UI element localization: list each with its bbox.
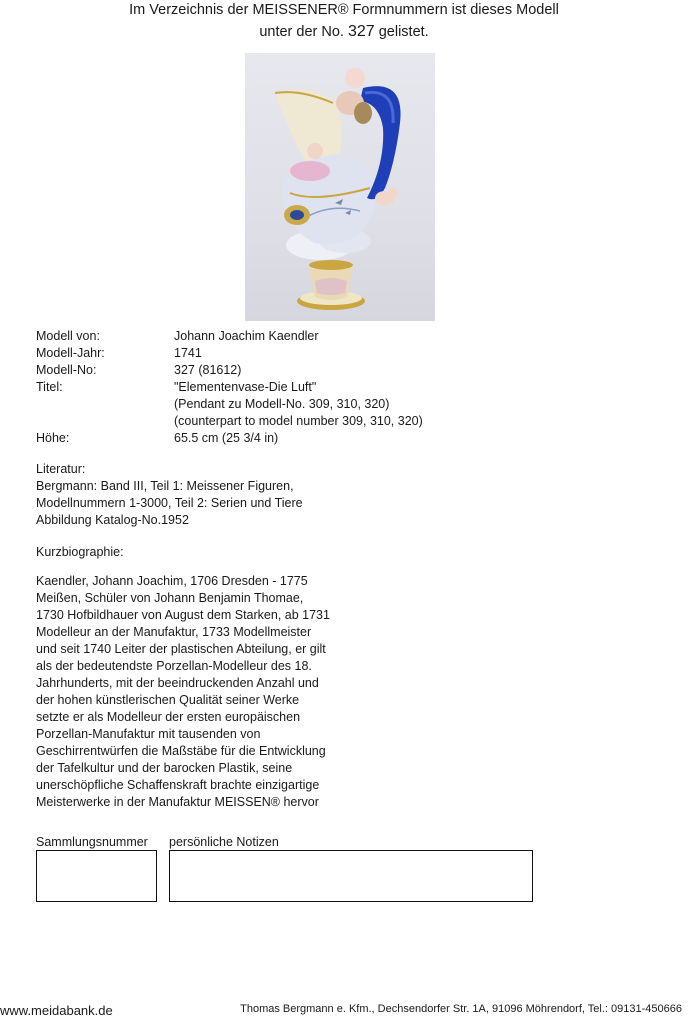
detail-row — [36, 345, 423, 362]
detail-row — [36, 379, 423, 396]
bio-line: Meisterwerke in der Manufaktur MEISSEN® hervor — [36, 795, 319, 809]
bio-line: Geschirrentwürfen die Maßstäbe für die Entwicklung — [36, 744, 326, 758]
detail-label: Titel: — [36, 380, 63, 394]
header-line-2-suffix: gelistet. — [374, 24, 429, 40]
website-link[interactable]: www.meidabank.de — [0, 1003, 113, 1018]
header — [0, 0, 688, 43]
detail-value: 327 (81612) — [174, 363, 242, 377]
detail-label: Modell-No: — [36, 363, 97, 377]
detail-label — [36, 413, 174, 430]
bio-line: unerschöpfliche Schaffenskraft brachte einzigartige — [36, 778, 320, 792]
model-details — [36, 328, 423, 447]
bio-line: Kaendler, Johann Joachim, 1706 Dresden - 1775 — [36, 574, 308, 588]
detail-value: 65.5 cm (25 3/4 in) — [174, 431, 279, 445]
bio-line: der Tafelkultur und der barocken Plastik, seine — [36, 761, 293, 775]
detail-value: (counterpart to model number 309, 310, 320) — [174, 414, 423, 428]
literatur-heading: Literatur: — [36, 462, 86, 476]
detail-value: "Elementenvase-Die Luft" — [174, 380, 317, 394]
notizen-label: persönliche Notizen — [169, 835, 279, 849]
detail-value: Johann Joachim Kaendler — [174, 329, 319, 343]
detail-label — [36, 396, 174, 413]
bio-line: setzte er als Modelleur der ersten europäischen — [36, 710, 301, 724]
bio-line: Porzellan-Manufaktur mit tausenden von — [36, 727, 261, 741]
notizen-field[interactable] — [169, 850, 533, 902]
detail-row — [36, 396, 423, 413]
product-photo — [245, 53, 435, 321]
literatur-line: Abbildung Katalog-No.1952 — [36, 513, 189, 527]
detail-row — [36, 328, 423, 345]
porcelain-vase-image — [245, 53, 435, 321]
header-line-2-prefix: unter der No. — [259, 24, 348, 40]
bio-line: und seit 1740 Leiter der plastischen Abteilung, er gilt — [36, 642, 326, 656]
detail-label: Modell-Jahr: — [36, 346, 105, 360]
sammlungsnummer-label: Sammlungsnummer — [36, 835, 148, 849]
detail-row — [36, 362, 423, 379]
bio-line: als der bedeutendste Porzellan-Modelleur des 18. — [36, 659, 312, 673]
sammlungsnummer-field[interactable] — [36, 850, 157, 902]
header-line-2 — [0, 21, 688, 43]
literatur-line: Bergmann: Band III, Teil 1: Meissener Figuren, — [36, 479, 294, 493]
model-number: 327 — [347, 23, 375, 40]
detail-value: (Pendant zu Modell-No. 309, 310, 320) — [174, 397, 390, 411]
header-line-1: Im Verzeichnis der MEISSENER® Formnummern ist dieses Modell — [129, 2, 559, 18]
literatur-line: Modellnummern 1-3000, Teil 2: Serien und Tiere — [36, 496, 303, 510]
kurzbiographie-text — [36, 573, 336, 811]
detail-label: Modell von: — [36, 329, 100, 343]
detail-row — [36, 413, 423, 430]
detail-label: Höhe: — [36, 431, 70, 445]
detail-value: 1741 — [174, 346, 202, 360]
footer-address: Thomas Bergmann e. Kfm., Dechsendorfer Str. 1A, 91096 Möhrendorf, Tel.: 09131-450666 — [240, 1003, 682, 1015]
bio-line: der hohen künstlerischen Qualität seiner Werke — [36, 693, 300, 707]
kurzbiographie-heading: Kurzbiographie: — [36, 545, 124, 559]
bio-line: Jahrhunderts, mit der beeindruckenden Anzahl und — [36, 676, 319, 690]
bio-line: Modelleur an der Manufaktur, 1733 Modellmeister — [36, 625, 312, 639]
literatur-section — [36, 461, 336, 529]
bio-line: Meißen, Schüler von Johann Benjamin Thomae, — [36, 591, 304, 605]
bio-line: 1730 Hofbildhauer von August dem Starken, ab 1731 — [36, 608, 330, 622]
detail-row — [36, 430, 423, 447]
